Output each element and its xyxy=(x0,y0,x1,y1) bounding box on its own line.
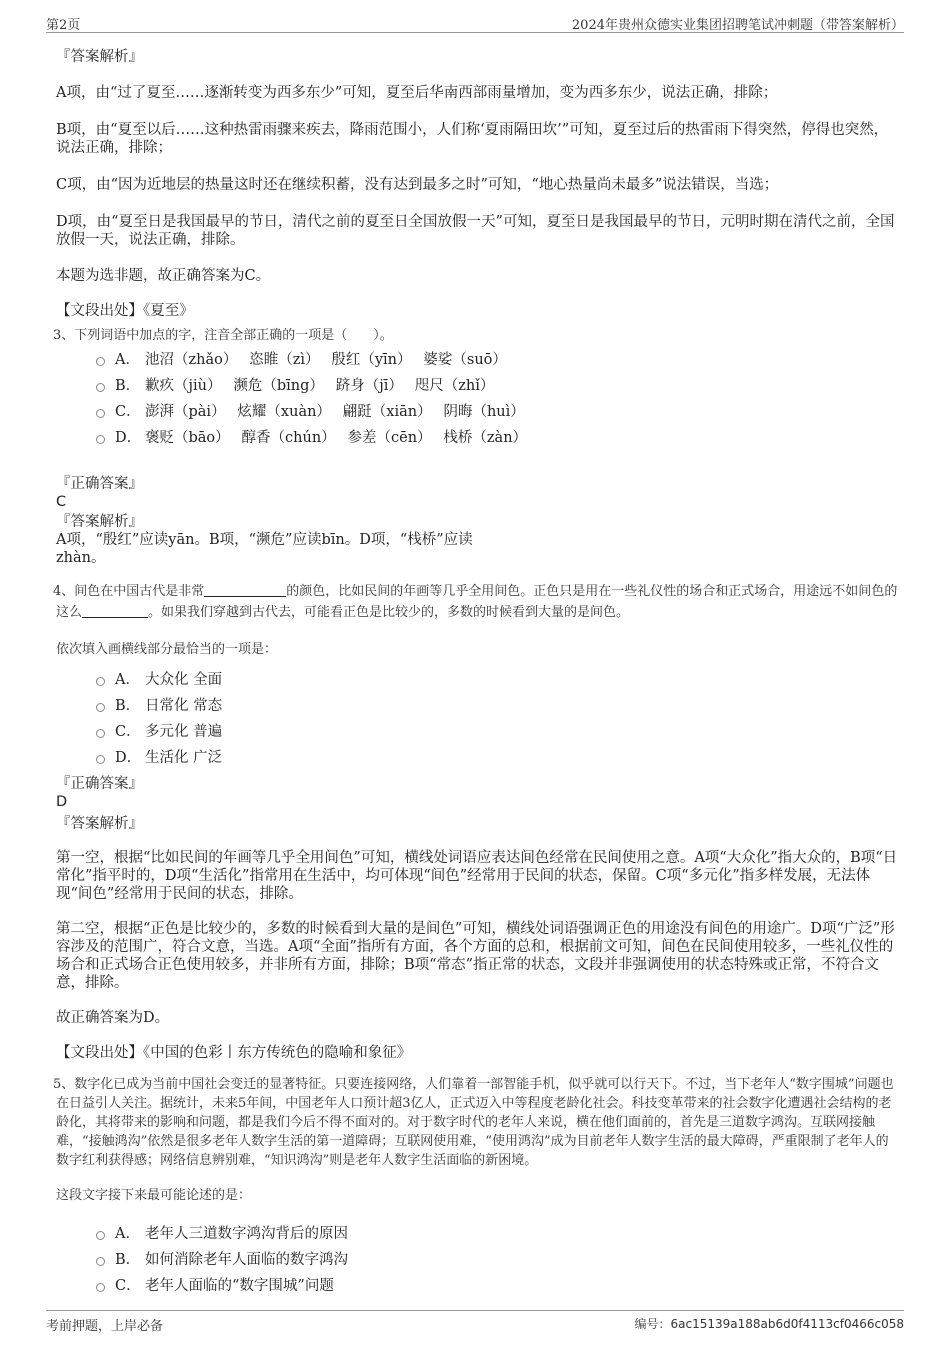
q5-number: 5、 xyxy=(53,1077,75,1092)
q4-source: 【文段出处】《中国的色彩丨东方传统色的隐喻和象征》 xyxy=(56,1045,412,1061)
footer-slogan: 考前押题，上岸必备 xyxy=(46,1319,164,1334)
option-key: C． xyxy=(115,1278,141,1294)
q3-correct-label: 『正确答案』 xyxy=(56,476,143,492)
option-key: D． xyxy=(115,750,142,766)
q5-option-b[interactable] xyxy=(56,1247,898,1273)
option-text: 日常化 常态 xyxy=(145,698,223,714)
radio-icon[interactable] xyxy=(96,383,105,392)
option-text: 多元化 普遍 xyxy=(145,724,223,740)
q3-analysis-line2: zhàn。 xyxy=(56,550,106,566)
q4-option-d[interactable] xyxy=(56,745,898,771)
q4-options xyxy=(56,667,898,771)
radio-icon[interactable] xyxy=(96,435,105,444)
q5-question xyxy=(53,1075,898,1170)
q3-correct-answer: C xyxy=(56,494,67,510)
q4-analysis-label: 『答案解析』 xyxy=(56,816,143,832)
option-text: 澎湃（pài） 炫耀（xuàn） 翩跹（xiān） 阴晦（huì） xyxy=(145,404,525,420)
q4-text-c: 色的这么 xyxy=(56,584,898,620)
q4-correct-label: 『正确答案』 xyxy=(56,776,143,792)
q5-prompt: 这段文字接下来最可能论述的是： xyxy=(56,1188,252,1203)
q5-option-a[interactable] xyxy=(56,1221,898,1247)
option-key: D． xyxy=(115,430,142,446)
q3-text: 下列词语中加点的字，注音全部正确的一项是（ ）。 xyxy=(74,328,393,343)
option-text: 生活化 广泛 xyxy=(145,750,223,766)
document-id: 编号：6ac15139a188ab6d0f4113cf0466c058 xyxy=(634,1317,904,1331)
page-footer xyxy=(46,1310,904,1335)
q4-prompt: 依次填入画横线部分最恰当的一项是： xyxy=(56,642,278,657)
q5-text: 数字化已成为当前中国社会变迁的显著特征。只要连接网络，人们靠着一部智能手机，似乎就可以行天下。不过，当下老年人“数字围城”问题也在日益引人关注。据统计，未来5年间，中国老年人口预计超3亿人，正式迈入中等程度老龄化社会。科技变革带来的社会数字化遭遇社会结构的老龄化，其将带来的影响和问题，都是我们今后不得不面对的。对于数字时代的老年人来说，横在他们面前的，首先是三道数字鸿沟。互联网接触难，“接触鸿沟”依然是很多老年人数字生活的第一道障碍；互联网使用难，“使用鸿沟”成为目前老年人数字生活的最大障碍，严重限制了老年人的数字红利获得感；网络信息辨别难，“知识鸿沟”则是老年人数字生活面临的新困境。 xyxy=(56,1077,894,1168)
q3-analysis-label: 『答案解析』 xyxy=(56,514,143,530)
option-text: 老年人三道数字鸿沟背后的原因 xyxy=(145,1226,348,1242)
option-key: A． xyxy=(115,1226,140,1242)
document-title: 2024年贵州众德实业集团招聘笔试冲刺题（带答案解析） xyxy=(571,18,904,33)
option-key: C． xyxy=(115,724,141,740)
radio-icon[interactable] xyxy=(96,703,105,712)
radio-icon[interactable] xyxy=(96,409,105,418)
q2-analysis-label: 『答案解析』 xyxy=(56,49,143,65)
q3-option-c[interactable] xyxy=(56,399,898,425)
option-key: B． xyxy=(115,1252,141,1268)
q3-option-a[interactable] xyxy=(56,347,898,373)
q5-option-c[interactable] xyxy=(56,1273,898,1299)
option-text: 大众化 全面 xyxy=(145,672,223,688)
page-header xyxy=(46,12,904,33)
q4-option-c[interactable] xyxy=(56,719,898,745)
radio-icon[interactable] xyxy=(96,677,105,686)
option-key: B． xyxy=(115,378,141,394)
q2-analysis-b: B项，由“夏至以后……这种热雷雨骤来疾去，降雨范围小，人们称‘夏雨隔田坎’”可知，夏至过后的热雷雨下得突然，停得也突然，说法正确，排除； xyxy=(56,122,889,156)
q4-analysis-second-blank: 第二空，根据“正色是比较少的，多数的时候看到大量的是间色”可知，横线处词语强调正色的用途没有间色的用途广。D项“广泛”形容涉及的范围广，符合文意，当选。A项“全面”指所有方面，各个方面的总和，根据前文可知，间色在民间使用较多，一些礼仪性的场合和正式场合正色使用较多，并非所有方面，排除；B项“常态”指正常的状态，文段并非强调使用的状态特殊或正常，不符合文意，排除。 xyxy=(56,921,895,991)
q2-source: 【文段出处】《夏至》 xyxy=(56,303,194,319)
radio-icon[interactable] xyxy=(96,357,105,366)
q3-number: 3、 xyxy=(53,328,75,343)
q4-text-d: 。如果我们穿越到古代去，可能看正色是比较少的，多数的时候看到大量的是间色。 xyxy=(148,605,630,620)
option-key: C． xyxy=(115,404,141,420)
page-content xyxy=(53,44,898,1299)
q4-text-b: 的颜色，比如民间的年画等几乎全用间色。正色只是用在一些礼仪性的场合和正式场合，用途远不如间 xyxy=(286,584,872,599)
option-text: 褒贬（bāo） 醇香（chún） 参差（cēn） 栈桥（zàn） xyxy=(145,430,528,446)
radio-icon[interactable] xyxy=(96,755,105,764)
radio-icon[interactable] xyxy=(96,1283,105,1292)
radio-icon[interactable] xyxy=(96,1257,105,1266)
option-key: A． xyxy=(115,352,140,368)
q4-analysis-first-blank: 第一空，根据“比如民间的年画等几乎全用间色”可知，横线处词语应表达间色经常在民间使用之意。A项“大众化”指大众的，B项“日常化”指平时的，D项“生活化”指常用在生活中，均可体现“间色”经常用于民间的状态，保留。C项“多元化”指多样发展，无法体现“间色”经常用于民间的状态，排除。 xyxy=(56,850,898,902)
q2-conclusion: 本题为选非题，故正确答案为C。 xyxy=(56,268,271,284)
q2-analysis-a: A项，由“过了夏至……逐渐转变为西多东少”可知，夏至后华南西部雨量增加，变为西多东少，说法正确，排除； xyxy=(56,85,778,101)
fill-blank-2[interactable] xyxy=(82,603,148,618)
q4-text-a: 间色在中国古代是非常 xyxy=(74,584,205,599)
option-text: 歉疚（jiù） 濒危（bīng） 跻身（jī） 咫尺（zhǐ） xyxy=(145,378,495,394)
q4-option-b[interactable] xyxy=(56,693,898,719)
q2-analysis-d: D项，由“夏至日是我国最早的节日，清代之前的夏至日全国放假一天”可知，夏至日是我国最早的节日，元明时期在清代之前，全国放假一天，说法正确，排除。 xyxy=(56,214,895,248)
q5-options xyxy=(56,1221,898,1299)
q4-question xyxy=(53,581,898,623)
radio-icon[interactable] xyxy=(96,729,105,738)
q3-option-d[interactable] xyxy=(56,425,898,451)
option-text: 池沼（zhǎo） 恣睢（zì） 殷红（yīn） 婆娑（suō） xyxy=(145,352,507,368)
q3-options xyxy=(56,347,898,451)
option-text: 老年人面临的“数字围城”问题 xyxy=(145,1278,334,1294)
q4-option-a[interactable] xyxy=(56,667,898,693)
q3-option-b[interactable] xyxy=(56,373,898,399)
q3-analysis-line1: A项，“殷红”应读yān。B项，“濒危”应读bīn。D项，“栈桥”应读 xyxy=(56,532,473,548)
radio-icon[interactable] xyxy=(96,1231,105,1240)
q2-analysis-c: C项，由“因为近地层的热量这时还在继续积蓄，没有达到最多之时”可知，“地心热量尚未最多”说法错误，当选； xyxy=(56,177,779,193)
q4-number: 4、 xyxy=(53,584,75,599)
option-key: B． xyxy=(115,698,141,714)
page-number: 第2页 xyxy=(46,18,81,33)
option-text: 如何消除老年人面临的数字鸿沟 xyxy=(145,1252,348,1268)
q4-correct-answer: D xyxy=(56,794,68,810)
option-key: A． xyxy=(115,672,140,688)
fill-blank-1[interactable] xyxy=(204,582,286,597)
q4-conclusion: 故正确答案为D。 xyxy=(56,1010,170,1026)
q3-question xyxy=(53,327,898,345)
